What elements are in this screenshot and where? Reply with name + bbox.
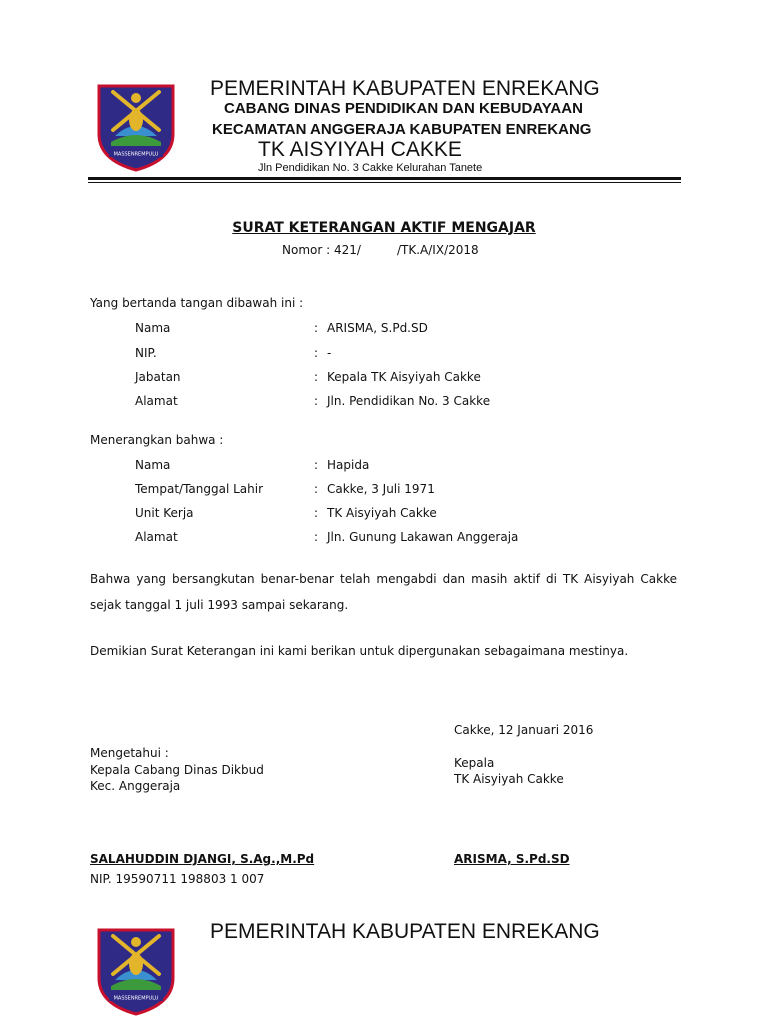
regency-crest-logo [93,80,179,174]
header-address: Jln Pendidikan No. 3 Cakke Kelurahan Tanete [258,162,483,174]
header-district-title: KECAMATAN ANGGERAJA KABUPATEN ENREKANG [212,121,592,138]
signer-value-address: Jln. Pendidikan No. 3 Cakke [327,394,491,408]
signer-value-position: Kepala TK Aisyiyah Cakke [327,370,481,384]
intro-text: Yang bertanda tangan dibawah ini : [90,296,304,310]
acknowledger-nip: NIP. 19590711 198803 1 007 [90,872,265,886]
signer-label-nip: NIP. [135,346,157,360]
colon: : [314,346,319,360]
acknowledger-name: SALAHUDDIN DJANGI, S.Ag.,M.Pd [90,852,315,866]
header-divider-thick [88,177,681,180]
subject-label-unit: Unit Kerja [135,506,194,520]
place-date: Cakke, 12 Januari 2016 [454,723,594,737]
body-paragraph: Bahwa yang bersangkutan benar-benar telah mengabdi dan masih aktif di TK Aisyiyah Cakke sejak tanggal 1 juli 1993 sampai sekarang. [90,572,677,612]
subject-label-name: Nama [135,458,171,472]
header-government-title: PEMERINTAH KABUPATEN ENREKANG [210,77,600,100]
header-divider-thin [88,182,681,183]
acknowledged-label: Mengetahui : [90,746,169,760]
letter-title: SURAT KETERANGAN AKTIF MENGAJAR [232,220,536,236]
subject-value-name: Hapida [327,458,370,472]
logo-motto-text: MASSENREMPULU [113,151,159,158]
header-school-title: TK AISYIYAH CAKKE [258,138,462,161]
acknowledger-district: Kec. Anggeraja [90,779,181,793]
closing-paragraph: Demikian Surat Keterangan ini kami berikan untuk dipergunakan sebagaimana mestinya. [90,644,629,658]
letter-number-suffix: /TK.A/IX/2018 [397,243,479,257]
acknowledger-position: Kepala Cabang Dinas Dikbud [90,763,264,777]
subject-value-birth: Cakke, 3 Juli 1971 [327,482,435,496]
colon: : [314,458,319,472]
subject-value-address: Jln. Gunung Lakawan Anggeraja [327,530,519,544]
header-department-title: CABANG DINAS PENDIDIKAN DAN KEBUDAYAAN [224,100,583,117]
regency-crest-logo [93,924,179,1018]
signer-name: ARISMA, S.Pd.SD [454,852,570,866]
colon: : [314,530,319,544]
signer-school-label: TK Aisyiyah Cakke [454,772,564,786]
colon: : [314,506,319,520]
explains-text: Menerangkan bahwa : [90,433,224,447]
subject-label-address: Alamat [135,530,178,544]
colon: : [314,321,319,335]
signer-label-name: Nama [135,321,171,335]
next-page-government-title: PEMERINTAH KABUPATEN ENREKANG [210,920,600,943]
signer-label-position: Jabatan [135,370,181,384]
colon: : [314,394,319,408]
signer-label-address: Alamat [135,394,178,408]
signer-value-nip: - [327,346,332,360]
colon: : [314,482,319,496]
signer-position-label: Kepala [454,756,495,770]
subject-label-birth: Tempat/Tanggal Lahir [135,482,264,496]
logo-motto-text: MASSENREMPULU [113,995,159,1002]
letter-number-prefix: Nomor : 421/ [282,243,361,257]
signer-value-name: ARISMA, S.Pd.SD [327,321,428,335]
colon: : [314,370,319,384]
subject-value-unit: TK Aisyiyah Cakke [327,506,437,520]
